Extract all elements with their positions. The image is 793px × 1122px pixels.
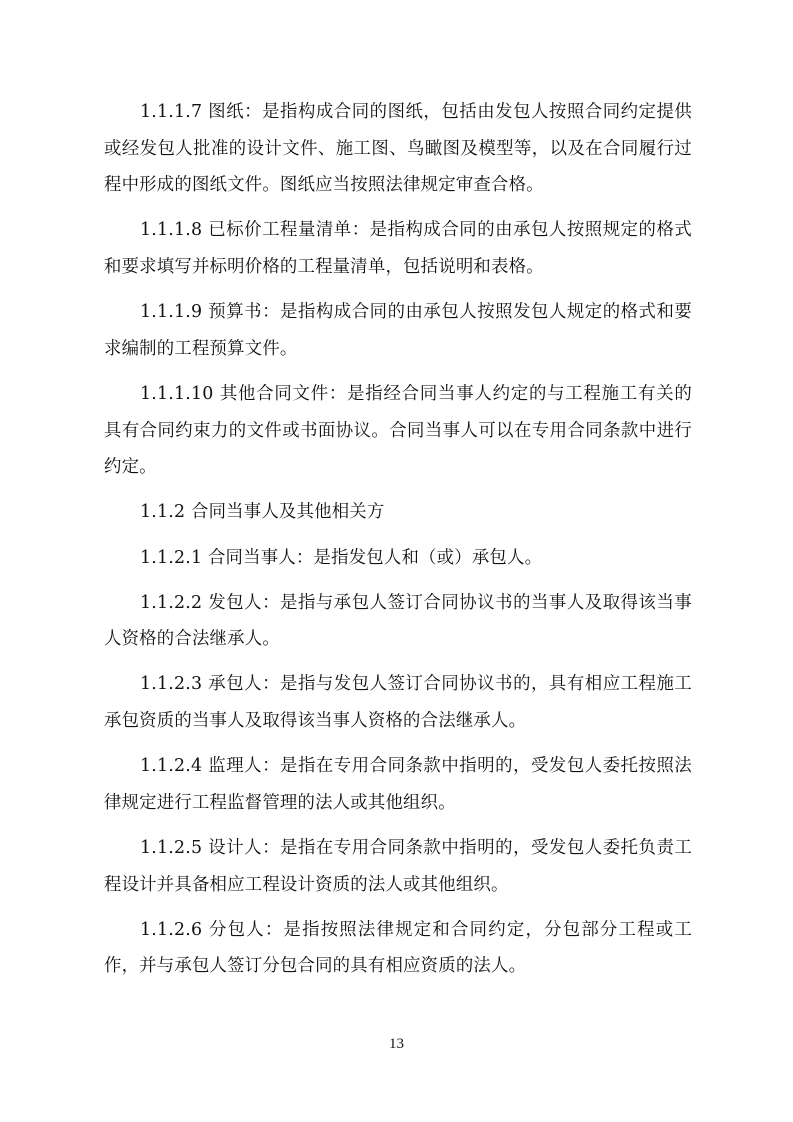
clause-1-1-1-10: 1.1.1.10 其他合同文件：是指经合同当事人约定的与工程施工有关的具有合同约束力的文件或书面协议。合同当事人可以在专用合同条款中进行约定。 — [104, 383, 692, 478]
clause-1-1-1-9: 1.1.1.9 预算书：是指构成合同的由承包人按照发包人规定的格式和要求编制的工程预算文件。 — [104, 302, 692, 359]
clause-1-1-2-3: 1.1.2.3 承包人：是指与发包人签订合同协议书的，具有相应工程施工承包资质的当事人及取得该当事人资格的合法继承人。 — [104, 674, 692, 732]
clause-1-1-1-7: 1.1.1.7 图纸：是指构成合同的图纸，包括由发包人按照合同约定提供或经发包人批准的设计文件、施工图、鸟瞰图及模型等，以及在合同履行过程中形成的图纸文件。图纸应当按照法律规定审查合格。 — [104, 102, 692, 196]
clause-1-1-2-5: 1.1.2.5 设计人：是指在专用合同条款中指明的，受发包人委托负责工程设计并具备相应工程设计资质的法人或其他组织。 — [104, 838, 692, 895]
clause-1-1-1-8: 1.1.1.8 已标价工程量清单：是指构成合同的由承包人按照规定的格式和要求填写并标明价格的工程量清单，包括说明和表格。 — [104, 220, 692, 277]
page-number: 13 — [389, 1036, 404, 1052]
page-body — [104, 94, 692, 985]
clause-1-1-2-1: 1.1.2.1 合同当事人：是指发包人和（或）承包人。 — [140, 547, 543, 568]
clause-1-1-2-2: 1.1.2.2 发包人：是指与承包人签订合同协议书的当事人及取得该当事人资格的合法继承人。 — [104, 592, 692, 650]
clause-1-1-2-4: 1.1.2.4 监理人：是指在专用合同条款中指明的，受发包人委托按照法律规定进行工程监督管理的法人或其他组织。 — [104, 756, 692, 813]
section-heading-1-1-2: 1.1.2 合同当事人及其他相关方 — [140, 502, 385, 523]
clause-1-1-2-6: 1.1.2.6 分包人：是指按照法律规定和合同约定，分包部分工程或工作，并与承包人签订分包合同的具有相应资质的法人。 — [104, 919, 692, 977]
